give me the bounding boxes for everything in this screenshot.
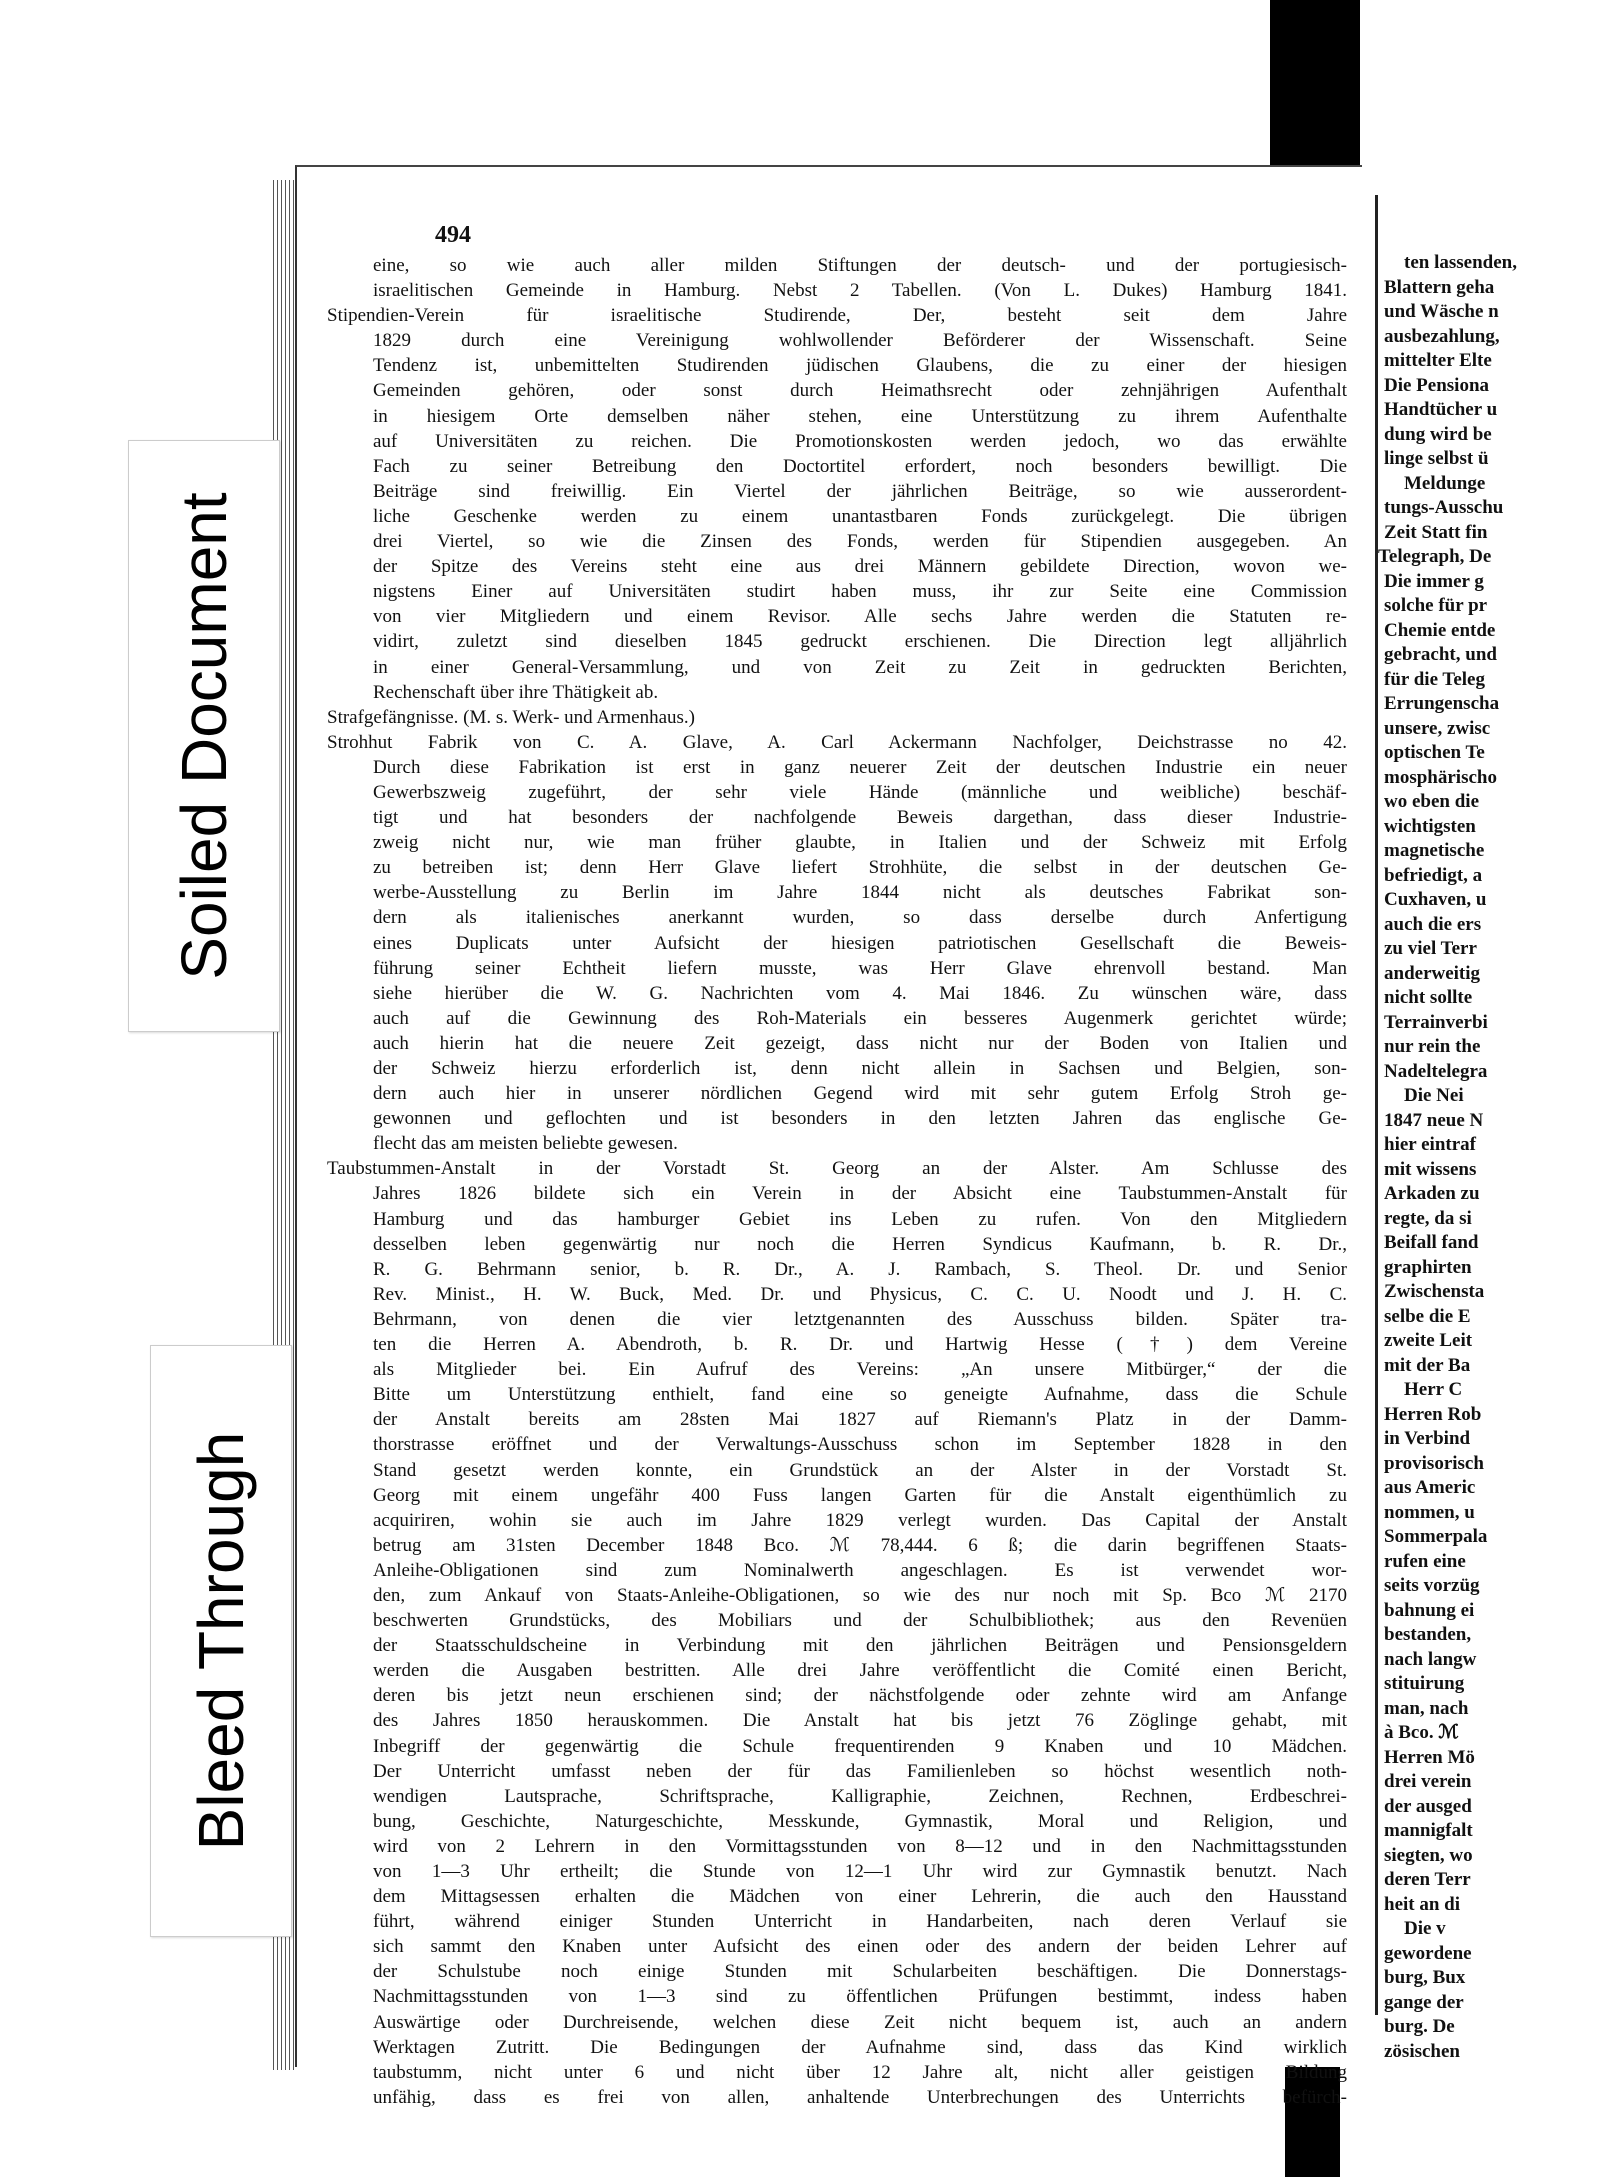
- text-line: desselben leben gegenwärtig nur noch die Herren Syndicus Kaufmann, b. R. Dr.,: [373, 1233, 1347, 1255]
- text-line: R. G. Behrmann senior, b. R. Dr., A. J. Rambach, S. Theol. Dr. und Senior: [373, 1258, 1347, 1280]
- right-text-line: Handtücher u: [1384, 399, 1498, 420]
- right-text-line: Meldunge: [1404, 472, 1486, 494]
- right-text-line: solche für pr: [1384, 595, 1488, 616]
- text-line: dern auch hier in unserer nördlichen Gegend wird mit sehr gutem Erfolg Stroh ge-: [373, 1083, 1347, 1105]
- right-text-line: Cuxhaven, u: [1384, 889, 1487, 910]
- right-text-line: bestanden,: [1384, 1624, 1472, 1645]
- text-line: israelitischen Gemeinde in Hamburg. Nebst 2 Tabellen. (Von L. Dukes) Hamburg 1841.: [373, 280, 1347, 302]
- text-line: eine, so wie auch aller milden Stiftungen der deutsch- und der portugiesisch-: [373, 255, 1347, 276]
- text-line: Tendenz ist, unbemittelten Studirenden jüdischen Glaubens, die zu einer der hiesigen: [373, 355, 1347, 377]
- right-text-line: seits vorzüg: [1384, 1575, 1480, 1596]
- right-text-line: mannigfalt: [1384, 1820, 1473, 1841]
- right-text-line: mit wissens: [1384, 1158, 1477, 1180]
- text-line: Werktagen Zutritt. Die Bedingungen der Aufnahme sind, dass das Kind wirklich: [373, 2036, 1347, 2058]
- text-line: der Anstalt bereits am 28sten Mai 1827 auf Riemann's Platz in der Damm-: [373, 1409, 1347, 1431]
- right-text-line: gewordene: [1384, 1942, 1472, 1964]
- text-line: den, zum Ankauf von Staats-Anleihe-Obligationen, so wie des nur noch mit Sp. Bco ℳ 2170: [373, 1584, 1347, 1606]
- text-line: vidirt, zuletzt sind dieselben 1845 gedruckt erschienen. Die Direction legt alljährlich: [373, 631, 1347, 653]
- text-line: unfähig, dass es frei von allen, anhaltende Unterbrechungen des Unterrichts befürch-: [373, 2086, 1347, 2108]
- text-line: thorstrasse eröffnet und der Verwaltungs-Ausschuss schon im September 1828 in den: [373, 1434, 1347, 1456]
- right-text-line: unsere, zwisc: [1384, 717, 1491, 739]
- bleed-through-text: Bleed Through: [185, 1431, 257, 1851]
- right-text-line: optischen Te: [1384, 742, 1485, 763]
- text-line: wendigen Lautsprache, Schriftsprache, Kalligraphie, Zeichnen, Rechnen, Erdbeschrei-: [373, 1785, 1347, 1807]
- right-text-line: Zeit Statt fin: [1384, 521, 1488, 543]
- text-line: Inbegriff der gegenwärtig die Schule frequentirenden 9 Knaben und 10 Mädchen.: [373, 1735, 1347, 1757]
- text-line: Stand gesetzt werden konnte, ein Grundstück an der Alster in der Vorstadt St.: [373, 1459, 1347, 1481]
- text-line: dem Mittagsessen erhalten die Mädchen von einer Lehrerin, die auch den Hausstand: [373, 1886, 1347, 1908]
- text-line: Bitte um Unterstützung enthielt, fand eine so geneigte Aufnahme, dass die Schule: [373, 1384, 1347, 1406]
- text-line: Georg mit einem ungefähr 400 Fuss langen Garten für die Anstalt eigenthümlich zu: [373, 1484, 1347, 1506]
- text-line: als Mitglieder bei. Ein Aufruf des Vereins: „An unsere Mitbürger,“ der die: [373, 1359, 1347, 1381]
- right-text-line: magnetische: [1384, 840, 1485, 861]
- text-line: auf Universitäten zu reichen. Die Promotionskosten werden jedoch, wo das erwählte: [373, 430, 1347, 452]
- text-line: Behrmann, von denen die vier letztgenannten des Ausschuss bilden. Später tra-: [373, 1308, 1347, 1330]
- right-text-line: Terrainverbi: [1384, 1011, 1488, 1033]
- text-line: der Staatsschuldscheine in Verbindung mit den jährlichen Beiträgen und Pensionsgeldern: [373, 1635, 1347, 1657]
- right-text-line: drei verein: [1384, 1771, 1472, 1792]
- right-text-line: graphirten: [1384, 1256, 1472, 1278]
- soiled-document-label: [128, 440, 280, 1032]
- right-text-line: Herr C: [1404, 1379, 1463, 1400]
- right-text-line: befriedigt, a: [1384, 864, 1483, 886]
- text-line: werden die Ausgaben bestritten. Alle drei Jahre veröffentlicht die Comité einen Bericht,: [373, 1660, 1347, 1682]
- right-text-line: burg, Bux: [1384, 1967, 1466, 1988]
- right-text-line: stituirung: [1384, 1673, 1465, 1694]
- right-text-line: wichtigsten: [1384, 815, 1476, 837]
- right-text-line: für die Teleg: [1384, 668, 1485, 690]
- right-text-line: nur rein the: [1384, 1036, 1481, 1057]
- right-text-line: aus Americ: [1384, 1477, 1476, 1498]
- right-text-line: Chemie entde: [1384, 619, 1496, 641]
- right-text-line: tungs-Ausschu: [1384, 497, 1504, 518]
- right-text-line: Zwischensta: [1384, 1281, 1485, 1302]
- text-line: führung seiner Echtheit liefern musste, was Herr Glave ehrenvoll bestand. Man: [373, 957, 1347, 979]
- right-text-line: nicht sollte: [1384, 987, 1473, 1008]
- right-text-line: dung wird be: [1384, 423, 1492, 445]
- right-text-line: Sommerpala: [1384, 1526, 1488, 1547]
- text-line: eines Duplicats unter Aufsicht der hiesigen patriotischen Gesellschaft die Beweis-: [373, 932, 1347, 954]
- text-line: bung, Geschichte, Naturgeschichte, Messkunde, Gymnastik, Moral und Religion, und: [373, 1810, 1347, 1832]
- text-line: betrug am 31sten December 1848 Bco. ℳ 78,444. 6 ß; die darin begriffenen Staats-: [373, 1534, 1347, 1556]
- text-line: Auswärtige oder Durchreisende, welchen diese Zeit nicht bequem ist, auch an andern: [373, 2011, 1347, 2033]
- right-text-line: man, nach: [1384, 1697, 1469, 1719]
- right-text-line: gange der: [1384, 1991, 1464, 2013]
- right-text-line: Herren Rob: [1384, 1403, 1482, 1425]
- right-text-line: zu viel Terr: [1384, 938, 1477, 959]
- text-line: der Schweiz hierzu erforderlich ist, denn nicht allein in Sachsen und Belgien, son-: [373, 1058, 1347, 1079]
- right-text-line: à Bco. ℳ: [1384, 1722, 1459, 1743]
- right-text-line: Arkaden zu: [1384, 1183, 1480, 1204]
- text-line: in einer General-Versammlung, und von Zeit zu Zeit in gedruckten Berichten,: [373, 656, 1347, 678]
- right-text-line: der ausged: [1384, 1795, 1472, 1817]
- text-line: Stipendien-Verein für israelitische Studirende, Der, besteht seit dem Jahre: [327, 305, 1347, 327]
- right-text-line: Telegraph, De: [1378, 546, 1492, 567]
- right-text-line: bahnung ei: [1384, 1599, 1475, 1621]
- right-text-line: zweite Leit: [1384, 1330, 1473, 1351]
- text-line: ten die Herren A. Abendroth, b. R. Dr. und Hartwig Hesse (†) dem Vereine: [373, 1334, 1347, 1356]
- text-line: auch auf die Gewinnung des Roh-Materials ein besseres Augenmerk gerichtet würde;: [373, 1007, 1347, 1029]
- text-line: von 1—3 Uhr ertheilt; die Stunde von 12—1 Uhr wird zur Gymnastik benutzt. Nach: [373, 1861, 1347, 1882]
- text-line: der Schulstube noch einige Stunden mit Schularbeiten beschäftigen. Die Donnerstags-: [373, 1961, 1347, 1983]
- text-line: Beiträge sind freiwillig. Ein Viertel der jährlichen Beiträge, so wie ausserordent-: [373, 480, 1347, 502]
- text-line: von vier Mitgliedern und einem Revisor. Alle sechs Jahre werden die Statuten re-: [373, 606, 1347, 628]
- text-line: Hamburg und das hamburger Gebiet ins Leben zu rufen. Von den Mitgliedern: [373, 1208, 1347, 1230]
- right-text-line: Die Nei: [1404, 1085, 1464, 1106]
- text-line: deren bis jetzt neun erschienen sind; der nächstfolgende oder zehnte wird am Anfange: [373, 1685, 1347, 1707]
- right-text-line: wo eben die: [1384, 791, 1479, 812]
- text-line: in hiesigem Orte demselben näher stehen, eine Unterstützung zu ihrem Aufenthalte: [373, 405, 1347, 427]
- text-line: Nachmittagsstunden von 1—3 sind zu öffentlichen Prüfungen bestimmt, indess haben: [373, 1986, 1347, 2008]
- text-line: liche Geschenke werden zu einem unantastbaren Fonds zurückgelegt. Die übrigen: [373, 505, 1347, 527]
- right-text-line: nach langw: [1384, 1648, 1477, 1670]
- right-text-line: und Wäsche n: [1384, 301, 1499, 322]
- right-text-line: hier eintraf: [1384, 1134, 1476, 1155]
- text-line: siehe hierüber die W. G. Nachrichten vom 4. Mai 1846. Zu wünschen wäre, dass: [373, 982, 1347, 1004]
- right-text-line: ausbezahlung,: [1384, 325, 1500, 347]
- text-line: Gemeinden gehören, oder sonst durch Heimathsrecht oder zehnjährigen Aufenthalt: [373, 380, 1347, 402]
- text-line: Anleihe-Obligationen sind zum Nominalwerth angeschlagen. Es ist verwendet wor-: [373, 1559, 1347, 1581]
- text-line: tigt und hat besonders der nachfolgende Beweis dargethan, dass dieser Industrie-: [373, 807, 1347, 829]
- text-line: der Spitze des Vereins steht eine aus drei Männern gebildete Direction, wovon we-: [373, 556, 1347, 578]
- right-text-line: deren Terr: [1384, 1869, 1471, 1890]
- right-text-line: Die v: [1404, 1918, 1446, 1939]
- text-line: Der Unterricht umfasst neben der für das Familienleben so höchst wesentlich noth-: [373, 1760, 1347, 1782]
- right-text-line: burg. De: [1384, 2016, 1455, 2037]
- page-number: 494: [435, 222, 471, 248]
- right-text-line: nommen, u: [1384, 1501, 1475, 1523]
- text-line: Taubstummen-Anstalt in der Vorstadt St. Georg an der Alster. Am Schlusse des: [327, 1158, 1347, 1180]
- right-text-line: in Verbind: [1384, 1428, 1471, 1449]
- text-line: Jahres 1826 bildete sich ein Verein in der Absicht eine Taubstummen-Anstalt für: [373, 1183, 1347, 1205]
- right-text-line: rufen eine: [1384, 1550, 1466, 1572]
- text-line: taubstumm, nicht unter 6 und nicht über 12 Jahre alt, nicht aller geistigen Bildung: [373, 2061, 1347, 2083]
- text-line: Rev. Minist., H. W. Buck, Med. Dr. und Physicus, C. C. U. Noodt und J. H. C.: [373, 1283, 1347, 1305]
- right-page: [1375, 195, 1603, 2062]
- right-text-line: ten lassenden,: [1404, 252, 1517, 273]
- text-line: drei Viertel, so wie die Zinsen des Fonds, werden für Stipendien ausgegeben. An: [373, 531, 1347, 553]
- text-line: 1829 durch eine Vereinigung wohlwollender Beförderer der Wissenschaft. Seine: [373, 330, 1347, 352]
- text-line: führt, während einiger Stunden Unterricht in Handarbeiten, nach deren Verlauf sie: [373, 1911, 1347, 1933]
- right-text-line: Errungenscha: [1384, 693, 1500, 714]
- right-text-line: Blattern geha: [1384, 276, 1495, 298]
- bleed-through-label: [150, 1345, 292, 1937]
- text-line: zu betreiben ist; denn Herr Glave liefert Strohhüte, die selbst in der deutschen Ge-: [373, 857, 1347, 879]
- text-line: Strafgefängnisse. (M. s. Werk- und Armenhaus.): [327, 706, 696, 728]
- text-line: beschwerten Grundstücks, des Mobiliars und der Schulbibliothek; aus den Revenüen: [373, 1610, 1347, 1632]
- left-page-text: [327, 253, 1347, 2110]
- text-line: dern als italienisches anerkannt wurden, so dass derselbe durch Anfertigung: [373, 907, 1347, 929]
- right-text-line: mittelter Elte: [1384, 350, 1492, 371]
- text-line: sich sammt den Knaben unter Aufsicht des einen oder des andern der beiden Lehrer auf: [373, 1936, 1347, 1958]
- right-text-line: anderweitig: [1384, 962, 1481, 984]
- right-text-line: selbe die E: [1384, 1305, 1471, 1327]
- right-text-line: zösischen: [1384, 2040, 1460, 2062]
- text-line: wird von 2 Lehrern in den Vormittagsstunden von 8—12 und in den Nachmittagsstunden: [373, 1835, 1347, 1857]
- text-line: nigstens Einer auf Universitäten studirt haben muss, ihr zur Seite eine Commission: [373, 581, 1347, 603]
- right-text-line: provisorisch: [1384, 1452, 1484, 1474]
- right-text-line: Beifall fand: [1384, 1232, 1479, 1253]
- right-text-line: mosphärischo: [1384, 766, 1497, 788]
- text-line: des Jahres 1850 herauskommen. Die Anstalt hat bis jetzt 76 Zöglinge gehabt, mit: [373, 1710, 1347, 1732]
- text-line: Durch diese Fabrikation ist erst in ganz neuerer Zeit der deutschen Industrie ein neuer: [373, 756, 1347, 778]
- text-line: gewonnen und geflochten und ist besonders in den letzten Jahren das englische Ge-: [373, 1108, 1347, 1130]
- right-text-line: regte, da si: [1384, 1207, 1472, 1229]
- soiled-document-text: Soiled Document: [168, 492, 240, 980]
- right-text-line: siegten, wo: [1384, 1844, 1473, 1866]
- right-text-line: Nadeltelegra: [1384, 1060, 1488, 1082]
- right-text-line: gebracht, und: [1384, 644, 1497, 665]
- text-line: Strohhut Fabrik von C. A. Glave, A. Carl Ackermann Nachfolger, Deichstrasse no 42.: [327, 731, 1347, 753]
- text-line: Gewerbszweig zugeführt, der sehr viele Hände (männliche und weibliche) beschäf-: [373, 781, 1347, 803]
- text-line: auch hierin hat die neuere Zeit gezeigt, dass nicht nur der Boden von Italien und: [373, 1032, 1347, 1054]
- right-text-line: heit an di: [1384, 1893, 1461, 1915]
- right-text-line: Die Pensiona: [1384, 374, 1490, 396]
- text-line: zweig nicht nur, wie man früher glaubte, in Italien und der Schweiz mit Erfolg: [373, 832, 1347, 854]
- right-text-line: Die immer g: [1384, 570, 1484, 592]
- text-line: acquiriren, wohin sie auch im Jahre 1829 verlegt wurden. Das Capital der Anstalt: [373, 1509, 1347, 1531]
- left-page: [295, 165, 1362, 2108]
- text-line: flecht das am meisten beliebte gewesen.: [373, 1133, 678, 1155]
- text-line: Rechenschaft über ihre Thätigkeit ab.: [373, 681, 659, 703]
- right-text-line: 1847 neue N: [1384, 1109, 1484, 1131]
- right-page-text: [1378, 195, 1603, 2064]
- right-text-line: mit der Ba: [1384, 1354, 1471, 1376]
- text-line: werbe-Ausstellung zu Berlin im Jahre 1844 nicht als deutsches Fabrikat son-: [373, 882, 1347, 904]
- right-text-line: linge selbst ü: [1384, 448, 1489, 469]
- right-text-line: Herren Mö: [1384, 1746, 1475, 1768]
- right-text-line: auch die ers: [1384, 913, 1482, 935]
- text-line: Fach zu seiner Betreibung den Doctortitel erfordert, noch besonders bewilligt. Die: [373, 455, 1347, 477]
